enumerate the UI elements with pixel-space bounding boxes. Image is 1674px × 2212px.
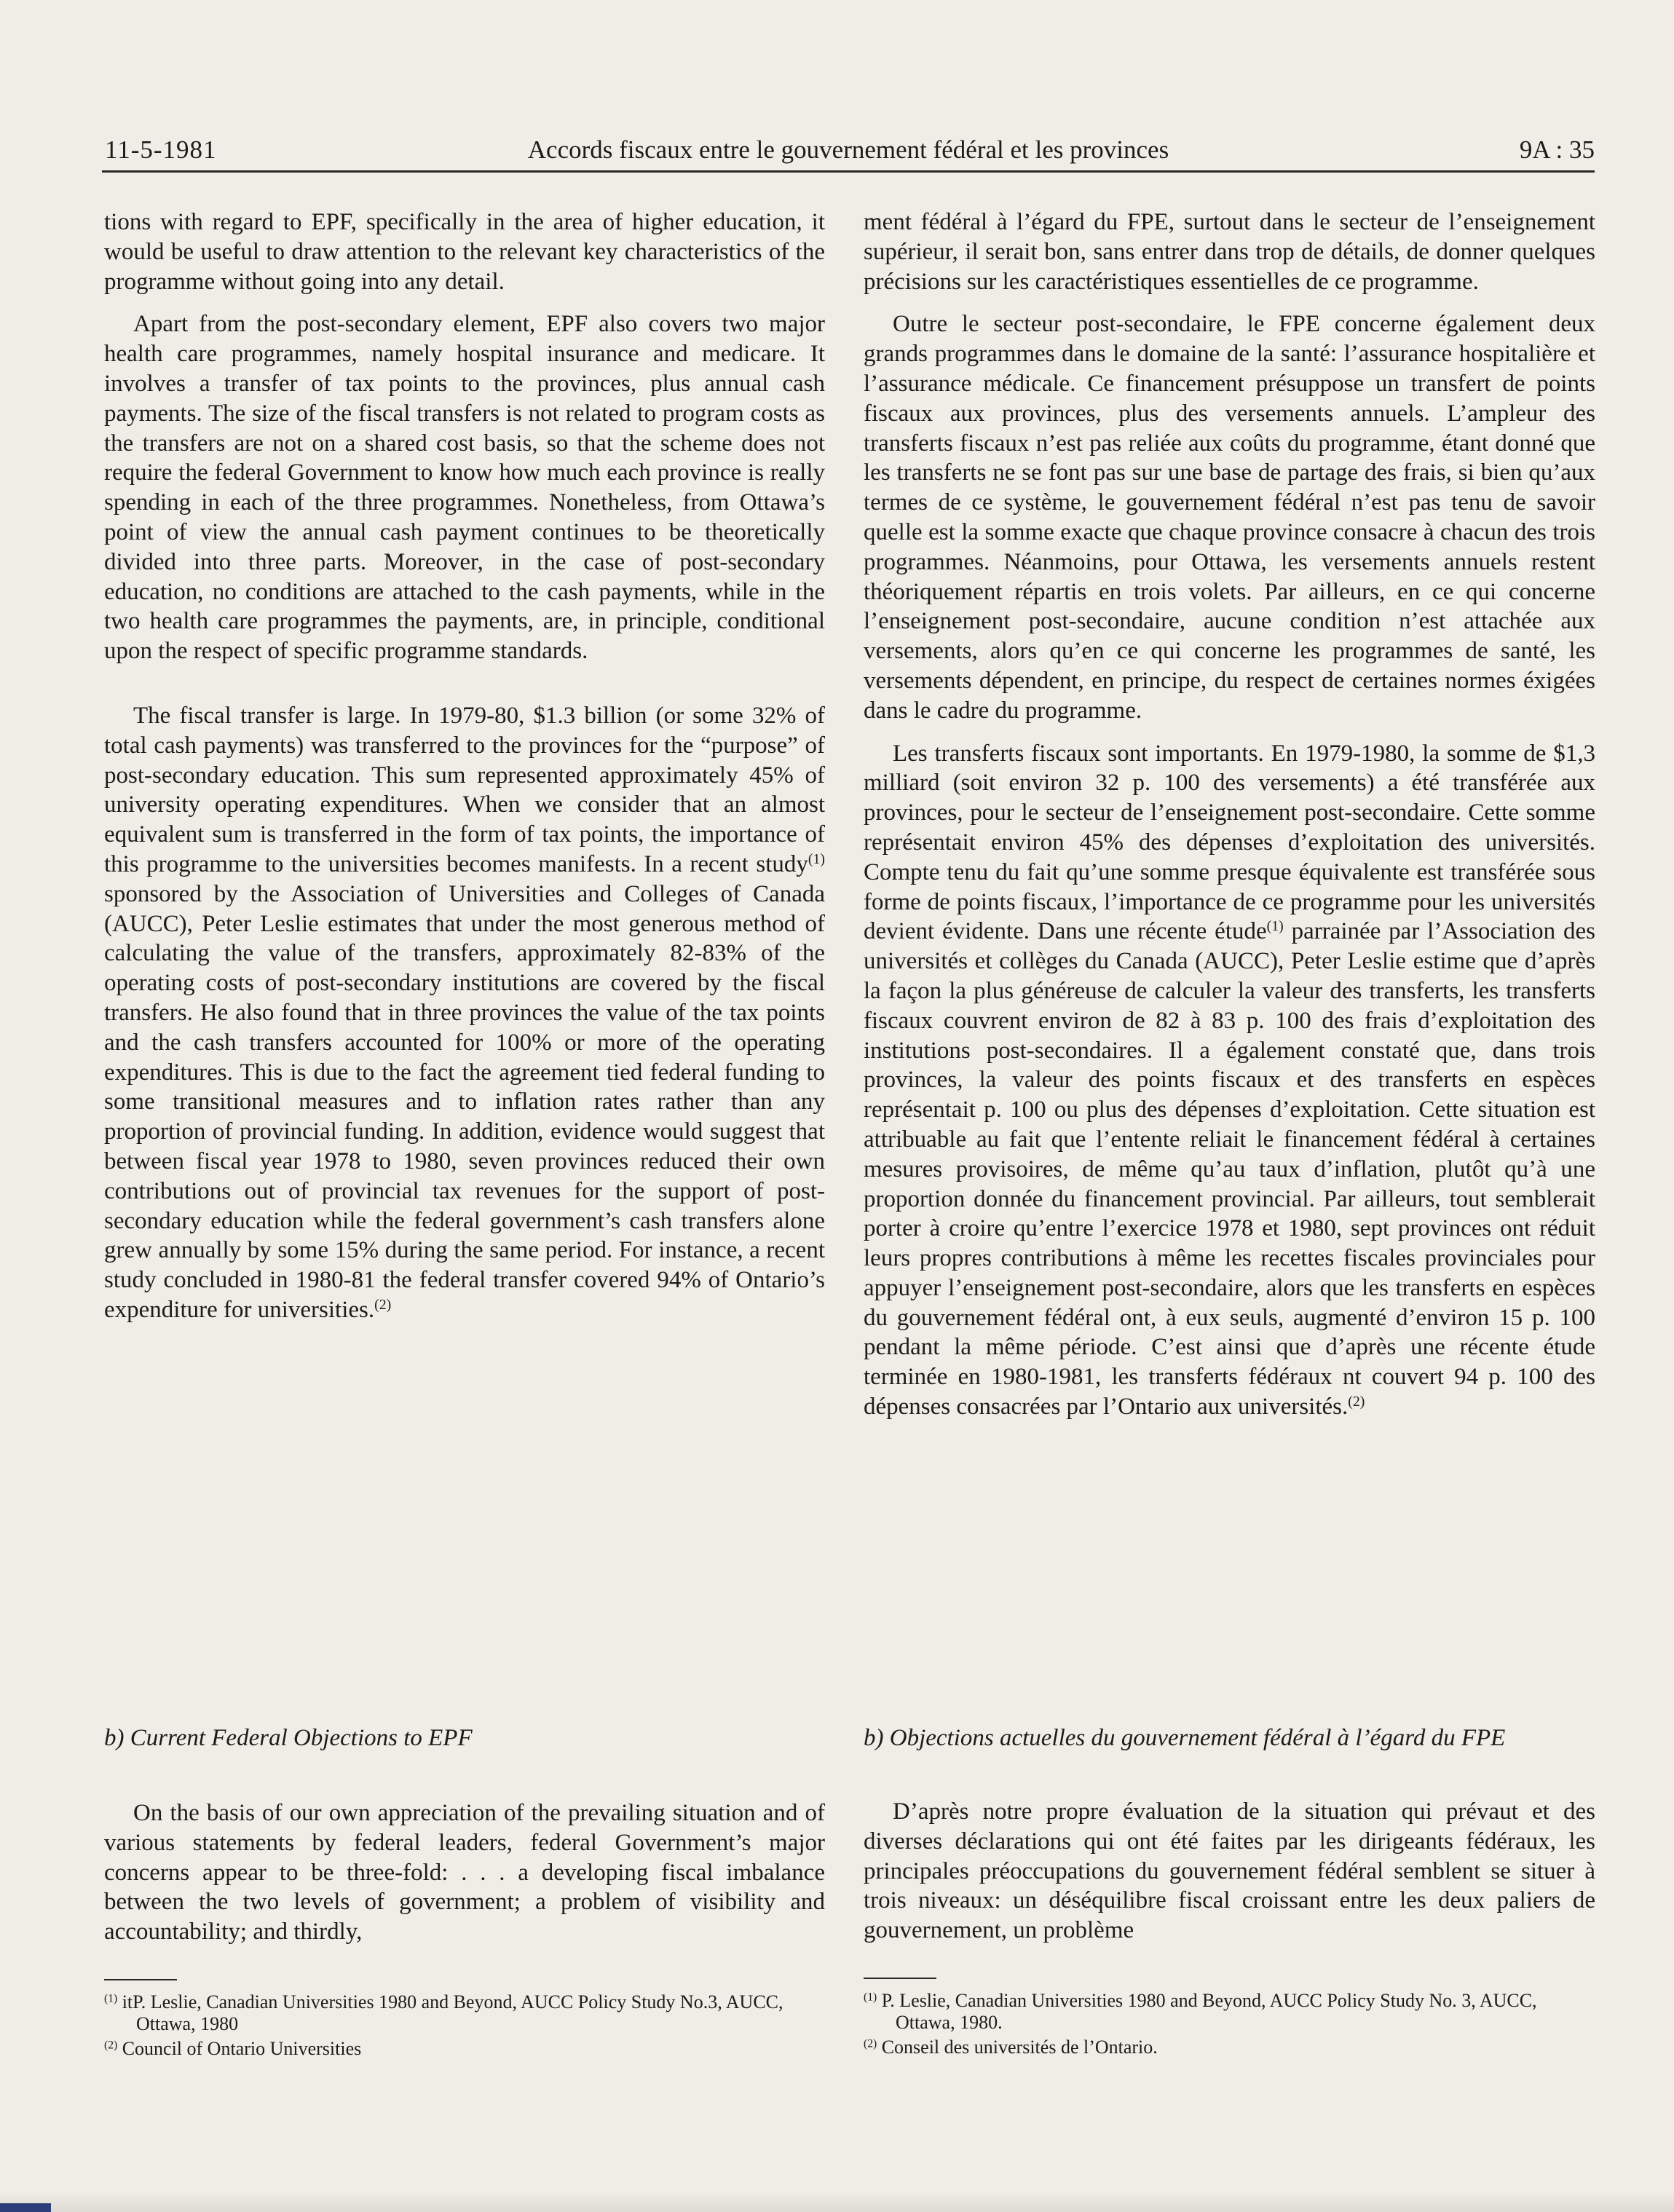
footnote-ref-2: (2): [374, 1297, 392, 1314]
french-footnotes: [864, 1990, 1595, 2058]
right-paragraph-3: [864, 739, 1595, 1422]
left-paragraph-3-part-b: sponsored by the Association of Universities and Colleges of Canada (AUCC), Peter Leslie estimates that under the most generous method of calculating the value of the transfers, approximately 82-83% of the operating costs of post-secondary institutions are covered by the fiscal transfers. He also found that in three provinces the value of the tax points and the cash transfers accounted for 100% or more of the operating expenditures. This is due to the fact the agreement tied federal funding to some transitional measures and to inflation rates rather than any proportion of provincial funding. In addition, evidence would suggest that between fiscal year 1978 to 1980, seven provinces reduced their own contributions out of provincial tax revenues for the support of post-secondary education while the federal government’s cash transfers alone grew annually by some 15% during the same period. For instance, a recent study concluded in 1980-81 the federal transfer covered 94% of Ontario’s expenditure for universities.: [104, 880, 825, 1323]
english-section-body: [104, 1798, 825, 1947]
footnote-divider: [104, 1979, 177, 1980]
footnote-text: Conseil des universités de l’Ontario.: [877, 2037, 1158, 2058]
left-paragraph-1: tions with regard to EPF, specifically in the area of higher education, it would be useful to draw attention to the relevant key characteristics of the programme without going into any detail.: [104, 209, 825, 295]
footnote-2: [104, 2038, 825, 2060]
footnote-2: [864, 2037, 1595, 2058]
footnote-ref-2: (2): [1348, 1394, 1365, 1410]
page-header: [102, 130, 1595, 173]
section-heading-french: b) Objections actuelles du gouvernement fédéral à l’égard du FPE: [864, 1725, 1506, 1751]
footnote-text: Council of Ontario Universities: [117, 2038, 362, 2059]
right-paragraph-3-part-a: Les transferts fiscaux sont importants. En 1979-1980, la somme de $1,3 milliard (soit environ 32 p. 100 des versements) a été transférée aux provinces, pour le secteur de l’enseignement post-secondaire. Cette somme représentait environ 45% des dépenses d’exploitation des universités. Compte tenu du fait qu’une somme presque équivalente est transférée sous forme de points fiscaux, l’importance de ce programme pour les universités devient évidente. Dans une récente étude: [864, 740, 1595, 945]
footnote-1: [864, 1990, 1595, 2034]
footnote-marker: (1): [104, 1992, 118, 2005]
right-paragraph-3-part-b: parrainée par l’Association des universités et collèges du Canada (AUCC), Peter Leslie estime que d’après la façon la plus généreuse de calculer la valeur des transferts, les transferts fiscaux couvrent environ de 82 à 83 p. 100 des frais d’exploitation des institutions post-secondaires. Il a également constaté que, dans trois provinces, la valeur des points fiscaux et des transferts en espèces représentait p. 100 ou plus des dépenses d’exploitation. Cette situation est attribuable au fait que l’entente reliait le financement fédéral à certaines mesures provisoires, de même qu’au taux d’inflation, plutôt qu’à une proportion donnée du financement provincial. Par ailleurs, tout semblerait porter à croire qu’entre l’exercice 1978 et 1980, sept provinces ont réduit leurs propres contributions à même les recettes fiscales provinciales pour appuyer l’enseignement post-secondaire, alors que les transferts en espèces du gouvernement fédéral ont, à eux seuls, augmenté d’environ 15 p. 100 pendant la même période. C’est ainsi que d’après une récente étude terminée en 1980-1981, les transferts fédéraux nt couvert 94 p. 100 des dépenses consacrées par l’Ontario aux universités.: [864, 918, 1595, 1421]
footnote-text: itP. Leslie, Canadian Universities 1980 and Beyond, AUCC Policy Study No.3, AUCC, Ottawa, 1980: [117, 1991, 783, 2034]
left-paragraph-3-part-a: The fiscal transfer is large. In 1979-80, $1.3 billion (or some 32% of total cash payments) was transferred to the provinces for the “purpose” of post-secondary education. This sum represented approximately 45% of university operating expenditures. When we consider that an almost equivalent sum is transferred in the form of tax points, the importance of this programme to the universities becomes manifests. In a recent study: [104, 702, 825, 877]
section-heading-english: b) Current Federal Objections to EPF: [104, 1725, 473, 1751]
left-paragraph-2: Apart from the post-secondary element, EPF also covers two major health care programmes, namely hospital insurance and medicare. It involves a transfer of tax points to the provinces, plus annual cash payments. The size of the fiscal transfers is not related to program costs as the transfers are not on a shared cost basis, so that the scheme does not require the federal Government to know how much each province is really spending in each of the three programmes. Nonetheless, from Ottawa’s point of view the annual cash payment continues to be theoretically divided into three parts. Moreover, in the case of post-secondary education, no conditions are attached to the cash payments, while in the two health care programmes the payments, are, in principle, conditional upon the respect of specific programme standards.: [104, 311, 825, 665]
scan-edge-mark: [0, 2203, 51, 2212]
left-paragraph-4: On the basis of our own appreciation of the prevailing situation and of various statements by federal leaders, federal Government’s major concerns appear to be three-fold: . . . a developing fiscal imbalance between the two levels of government; a problem of visibility and accountability; and thirdly,: [104, 1800, 825, 1946]
left-paragraph-3: [104, 701, 825, 1325]
header-date: 11-5-1981: [105, 135, 217, 164]
page-bottom-shadow: [0, 2192, 1674, 2212]
footnote-1: [104, 1991, 825, 2035]
footnote-marker: (1): [864, 1991, 877, 2004]
footnote-ref-1: (1): [1266, 918, 1284, 935]
french-column: [864, 208, 1595, 1422]
footnote-marker: (2): [104, 2039, 118, 2052]
right-paragraph-1: ment fédéral à l’égard du FPE, surtout dans le secteur de l’enseignement supérieur, il serait bon, sans entrer dans trop de détails, de donner quelques précisions sur les caractéristiques essentielles de ce programme.: [864, 209, 1595, 295]
footnote-text: P. Leslie, Canadian Universities 1980 and Beyond, AUCC Policy Study No. 3, AUCC, Ottawa, 1980.: [877, 1990, 1537, 2033]
header-page-number: 9A : 35: [1519, 135, 1595, 164]
french-section-body: [864, 1797, 1595, 1946]
right-paragraph-4: D’après notre propre évaluation de la situation qui prévaut et des diverses déclarations qui ont été faites par les dirigeants fédéraux, les principales préoccupations du gouvernement fédéral semblent se situer à trois niveaux: un déséquilibre fiscal croissant entre les deux paliers de gouvernement, un problème: [864, 1798, 1595, 1944]
right-paragraph-2: Outre le secteur post-secondaire, le FPE concerne également deux grands programmes dans le domaine de la santé: l’assurance hospitalière et l’assurance médicale. Ce financement présuppose un transfert de points fiscaux aux provinces, plus des versements annuels. L’ampleur des transferts fiscaux n’est pas reliée aux coûts du programme, étant donné que les transferts ne se font pas sur une base de partage des frais, si bien qu’aux termes de ce système, le gouvernement fédéral n’est pas tenu de savoir quelle est la somme exacte que chaque province consacre à chacun des trois programmes. Néanmoins, pour Ottawa, les versements annuels restent théoriquement répartis en trois volets. Par ailleurs, en ce qui concerne l’enseignement post-secondaire, aucune condition n’est attachée aux versements, alors qu’en ce qui concerne les programmes de santé, les versements dépendent, en principe, du respect de certaines normes éxigées dans le cadre du programme.: [864, 311, 1595, 724]
english-column: [104, 208, 825, 1325]
footnote-marker: (2): [864, 2037, 877, 2050]
english-footnotes: [104, 1991, 825, 2060]
footnote-divider: [864, 1978, 936, 1979]
footnote-ref-1: (1): [808, 851, 825, 868]
header-title: Accords fiscaux entre le gouvernement fédéral et les provinces: [527, 135, 1169, 164]
